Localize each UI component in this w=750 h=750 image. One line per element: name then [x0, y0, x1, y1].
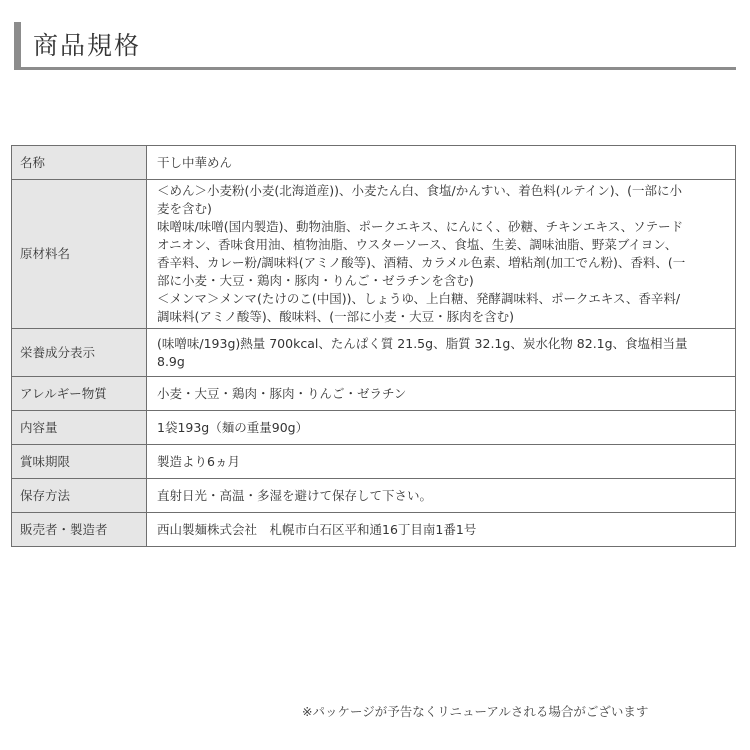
ingredients-line: ＜めん＞小麦粉(小麦(北海道産))、小麦たん白、食塩/かんすい、着色料(ルテイン)、(一部に小 [157, 183, 682, 198]
spec-value-seller: 西山製麺株式会社 札幌市白石区平和通16丁目南1番1号 [147, 513, 736, 547]
ingredients-line: ＜メンマ＞メンマ(たけのこ(中国))、しょうゆ、上白糖、発酵調味料、ポークエキス、香辛料/ [157, 291, 681, 306]
section-heading [14, 22, 736, 70]
spec-row-allergens [12, 377, 736, 411]
spec-label-contents: 内容量 [12, 411, 147, 445]
spec-row-contents [12, 411, 736, 445]
spec-row-nutrition [12, 329, 736, 377]
spec-label-seller: 販売者・製造者 [12, 513, 147, 547]
spec-value-allergens: 小麦・大豆・鶏肉・豚肉・りんご・ゼラチン [147, 377, 736, 411]
spec-row-name [12, 146, 736, 180]
ingredients-line: 麦を含む) [157, 201, 212, 216]
ingredients-line: 香辛料、カレー粉/調味料(アミノ酸等)、酒精、カラメル色素、増粘剤(加工でん粉)、香料、(一 [157, 255, 686, 270]
spec-row-seller [12, 513, 736, 547]
spec-row-best-before [12, 445, 736, 479]
nutrition-line: 8.9g [157, 353, 185, 369]
spec-value-name: 干し中華めん [147, 146, 736, 180]
ingredients-line: 調味料(アミノ酸等)、酸味料、(一部に小麦・大豆・豚肉を含む) [157, 309, 515, 324]
spec-row-ingredients [12, 180, 736, 329]
spec-row-storage [12, 479, 736, 513]
spec-value-contents: 1袋193g（麺の重量90g） [147, 411, 736, 445]
spec-value-ingredients [147, 180, 736, 329]
spec-value-best-before: 製造より6ヵ月 [147, 445, 736, 479]
spec-label-nutrition: 栄養成分表示 [12, 329, 147, 377]
spec-label-name: 名称 [12, 146, 147, 180]
renewal-notice: ※パッケージが予告なくリニューアルされる場合がございます [302, 704, 649, 719]
spec-label-allergens: アレルギー物質 [12, 377, 147, 411]
ingredients-line: 部に小麦・大豆・鶏肉・豚肉・りんご・ゼラチンを含む) [157, 273, 474, 288]
spec-label-best-before: 賞味期限 [12, 445, 147, 479]
section-title: 商品規格 [33, 31, 142, 60]
spec-label-ingredients: 原材料名 [12, 180, 147, 329]
ingredients-line: 味噌味/味噌(国内製造)、動物油脂、ポークエキス、にんにく、砂糖、チキンエキス、ソテード [157, 219, 684, 234]
spec-label-storage: 保存方法 [12, 479, 147, 513]
spec-value-storage: 直射日光・高温・多湿を避けて保存して下さい。 [147, 479, 736, 513]
ingredients-line: オニオン、香味食用油、植物油脂、ウスターソース、食塩、生姜、調味油脂、野菜ブイヨン、 [157, 237, 678, 252]
product-spec-table [11, 145, 736, 547]
spec-value-nutrition [147, 329, 736, 377]
nutrition-line: (味噌味/193g)熱量 700kcal、たんぱく質 21.5g、脂質 32.1g、炭水化物 82.1g、食塩相当量 [157, 335, 688, 351]
